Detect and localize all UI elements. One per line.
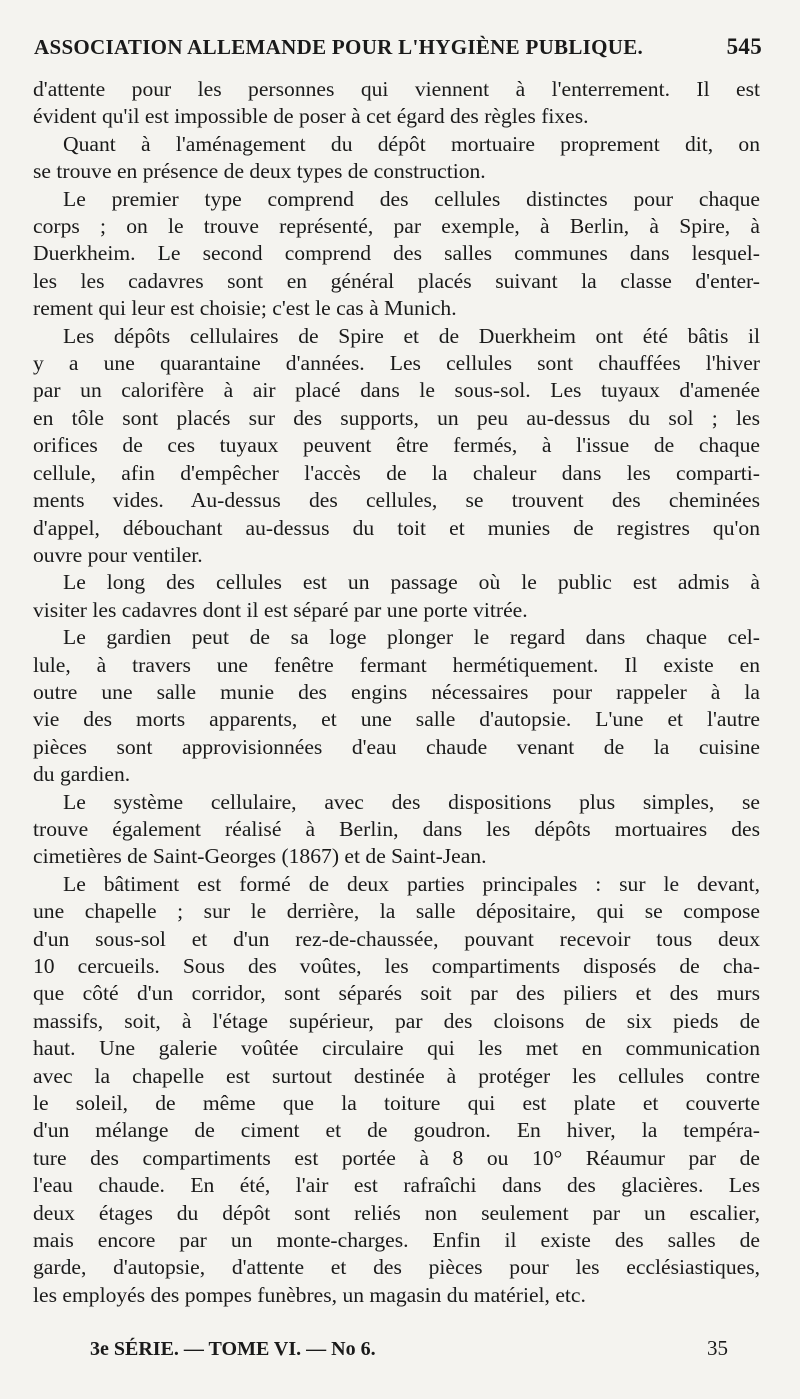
text-line: Le bâtiment est formé de deux parties principales : sur le devant, (63, 871, 760, 896)
paragraph (33, 323, 760, 570)
text-line: mais encore par un monte-charges. Enfin il existe des salles de (33, 1228, 760, 1253)
page-number: 545 (726, 34, 762, 59)
text-line: trouve également réalisé à Berlin, dans les dépôts mortuaires des (33, 816, 760, 841)
text-line: Quant à l'aménagement du dépôt mortuaire proprement dit, on (63, 131, 760, 156)
text-line: évident qu'il est impossible de poser à cet égard des règles fixes. (33, 104, 589, 129)
paragraph (33, 131, 760, 186)
text-line: d'attente pour les personnes qui viennent à l'enterrement. Il est (33, 77, 760, 101)
text-line: Le gardien peut de sa loge plonger le regard dans chaque cel- (63, 625, 760, 650)
text-line: massifs, soit, à l'étage supérieur, par des cloisons de six pieds de (33, 1008, 760, 1033)
series-note: 3e SÉRIE. — TOME VI. — No 6. (90, 1338, 376, 1360)
text-line: Le long des cellules est un passage où le public est admis à (63, 570, 760, 595)
text-line: ture des compartiments est portée à 8 ou 10° Réaumur par de (33, 1145, 760, 1170)
text-line: d'un mélange de ciment et de goudron. En hiver, la tempéra- (33, 1118, 760, 1143)
text-line: outre une salle munie des engins nécessaires pour rappeler à la (33, 679, 760, 704)
paragraph (33, 569, 760, 624)
text-line: y a une quarantaine d'années. Les cellules sont chauffées l'hiver (33, 351, 760, 376)
text-line: visiter les cadavres dont il est séparé par une porte vitrée. (33, 597, 528, 622)
text-line: Duerkheim. Le second comprend des salles communes dans lesquel- (33, 241, 760, 266)
body-text (33, 76, 760, 1309)
running-title: ASSOCIATION ALLEMANDE POUR L'HYGIÈNE PUBLIQUE. (34, 35, 644, 59)
signature-number: 35 (707, 1336, 728, 1360)
paragraph (33, 871, 760, 1310)
text-line: cellule, afin d'empêcher l'accès de la chaleur dans les comparti- (33, 460, 760, 485)
text-line: d'un sous-sol et d'un rez-de-chaussée, pouvant recevoir tous deux (33, 926, 760, 951)
paragraph (33, 789, 760, 871)
text-line: Les dépôts cellulaires de Spire et de Duerkheim ont été bâtis il (63, 323, 760, 348)
text-line: garde, d'autopsie, d'attente et des pièces pour les ecclésiastiques, (33, 1255, 760, 1280)
text-line: avec la chapelle est surtout destinée à protéger les cellules contre (33, 1063, 760, 1088)
paragraph (33, 186, 760, 323)
text-line: 10 cercueils. Sous des voûtes, les compartiments disposés de cha- (33, 954, 760, 978)
text-line: Le premier type comprend des cellules distinctes pour chaque (63, 186, 760, 211)
text-line: d'appel, débouchant au-dessus du toit et munies de registres qu'on (33, 515, 760, 540)
text-line: les employés des pompes funèbres, un magasin du matériel, etc. (33, 1282, 586, 1307)
text-line: par un calorifère à air placé dans le sous-sol. Les tuyaux d'amenée (33, 378, 760, 403)
text-line: ouvre pour ventiler. (33, 542, 203, 567)
text-line: haut. Une galerie voûtée circulaire qui les met en communication (33, 1036, 760, 1061)
text-line: vie des morts apparents, et une salle d'autopsie. L'une et l'autre (33, 707, 760, 732)
text-line: pièces sont approvisionnées d'eau chaude venant de la cuisine (33, 734, 760, 759)
text-line: du gardien. (33, 762, 131, 787)
text-line: Le système cellulaire, avec des dispositions plus simples, se (63, 789, 760, 814)
text-line: le soleil, de même que la toiture qui est plate et couverte (33, 1091, 760, 1116)
text-line: corps ; on le trouve représenté, par exemple, à Berlin, à Spire, à (33, 214, 760, 239)
text-line: deux étages du dépôt sont reliés non seulement par un escalier, (33, 1200, 760, 1225)
text-line: que côté d'un corridor, sont séparés soit par des piliers et des murs (33, 981, 760, 1006)
paragraph (33, 76, 760, 131)
text-line: se trouve en présence de deux types de construction. (33, 159, 486, 184)
text-line: cimetières de Saint-Georges (1867) et de Saint-Jean. (33, 844, 487, 869)
text-line: orifices de ces tuyaux peuvent être fermés, à l'issue de chaque (33, 433, 760, 458)
running-header (34, 34, 762, 60)
text-line: ments vides. Au-dessus des cellules, se trouvent des cheminées (33, 488, 760, 513)
text-line: rement qui leur est choisie; c'est le cas à Munich. (33, 296, 457, 321)
text-line: une chapelle ; sur le derrière, la salle dépositaire, qui se compose (33, 899, 760, 924)
text-line: les les cadavres sont en général placés suivant la classe d'enter- (33, 268, 760, 293)
text-line: lule, à travers une fenêtre fermant hermétiquement. Il existe en (33, 652, 760, 677)
text-line: en tôle sont placés sur des supports, un peu au-dessus du sol ; les (33, 405, 760, 430)
page-footer (90, 1336, 728, 1361)
text-line: l'eau chaude. En été, l'air est rafraîchi dans des glacières. Les (33, 1173, 760, 1198)
paragraph (33, 624, 760, 788)
